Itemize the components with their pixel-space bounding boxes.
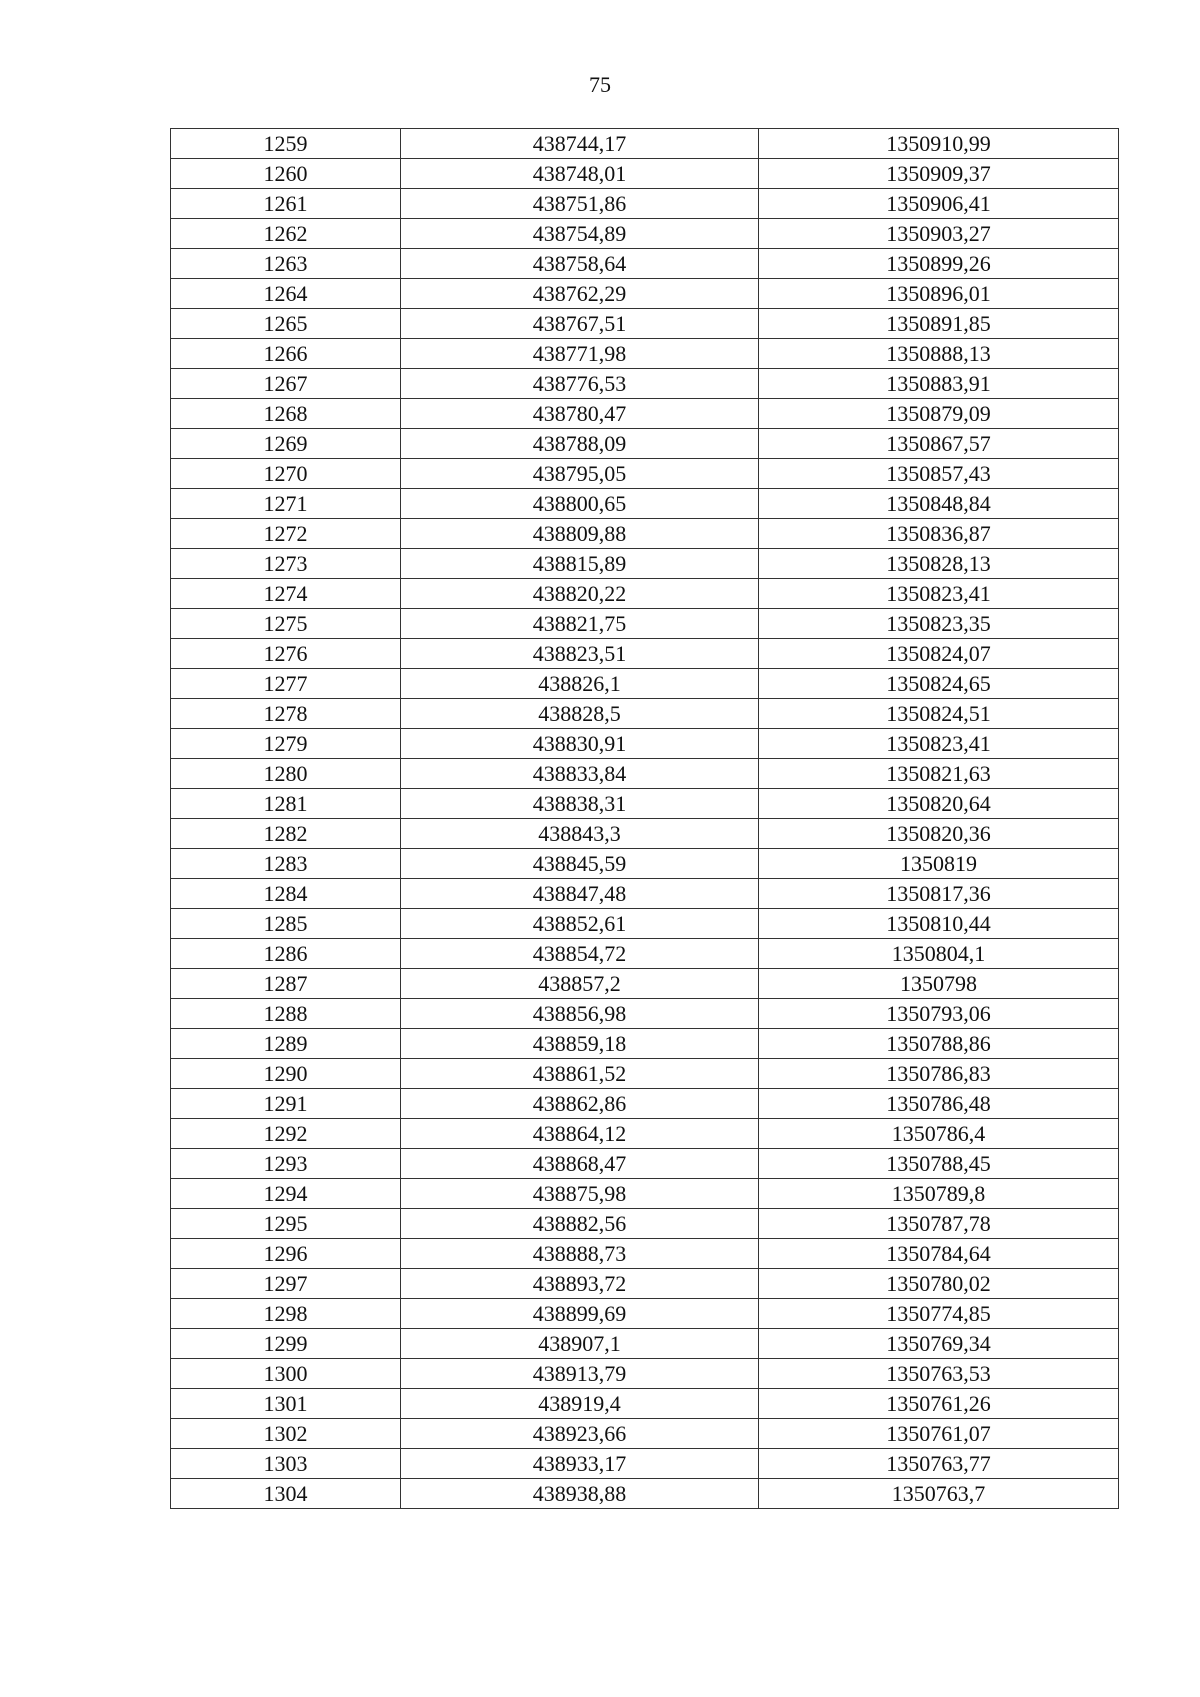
table-row xyxy=(171,969,1119,999)
table-row xyxy=(171,729,1119,759)
x-coordinate-cell: 438748,01 xyxy=(401,159,759,189)
point-number-cell: 1304 xyxy=(171,1479,401,1509)
x-coordinate-cell: 438838,31 xyxy=(401,789,759,819)
table-row xyxy=(171,1119,1119,1149)
y-coordinate-cell: 1350784,64 xyxy=(759,1239,1119,1269)
table-row xyxy=(171,699,1119,729)
y-coordinate-cell: 1350824,51 xyxy=(759,699,1119,729)
y-coordinate-cell: 1350879,09 xyxy=(759,399,1119,429)
x-coordinate-cell: 438795,05 xyxy=(401,459,759,489)
x-coordinate-cell: 438780,47 xyxy=(401,399,759,429)
x-coordinate-cell: 438907,1 xyxy=(401,1329,759,1359)
table-row xyxy=(171,1149,1119,1179)
point-number-cell: 1268 xyxy=(171,399,401,429)
point-number-cell: 1295 xyxy=(171,1209,401,1239)
table-row xyxy=(171,549,1119,579)
y-coordinate-cell: 1350820,36 xyxy=(759,819,1119,849)
table-row xyxy=(171,789,1119,819)
point-number-cell: 1263 xyxy=(171,249,401,279)
coordinates-table xyxy=(170,128,1119,1509)
point-number-cell: 1266 xyxy=(171,339,401,369)
point-number-cell: 1277 xyxy=(171,669,401,699)
table-row xyxy=(171,399,1119,429)
y-coordinate-cell: 1350857,43 xyxy=(759,459,1119,489)
y-coordinate-cell: 1350804,1 xyxy=(759,939,1119,969)
table-row xyxy=(171,429,1119,459)
y-coordinate-cell: 1350824,65 xyxy=(759,669,1119,699)
table-row xyxy=(171,1179,1119,1209)
table-row xyxy=(171,639,1119,669)
y-coordinate-cell: 1350896,01 xyxy=(759,279,1119,309)
point-number-cell: 1286 xyxy=(171,939,401,969)
y-coordinate-cell: 1350780,02 xyxy=(759,1269,1119,1299)
point-number-cell: 1288 xyxy=(171,999,401,1029)
point-number-cell: 1284 xyxy=(171,879,401,909)
table-row xyxy=(171,189,1119,219)
x-coordinate-cell: 438899,69 xyxy=(401,1299,759,1329)
y-coordinate-cell: 1350761,07 xyxy=(759,1419,1119,1449)
table-row xyxy=(171,879,1119,909)
x-coordinate-cell: 438852,61 xyxy=(401,909,759,939)
x-coordinate-cell: 438893,72 xyxy=(401,1269,759,1299)
x-coordinate-cell: 438826,1 xyxy=(401,669,759,699)
y-coordinate-cell: 1350761,26 xyxy=(759,1389,1119,1419)
x-coordinate-cell: 438809,88 xyxy=(401,519,759,549)
table-row xyxy=(171,219,1119,249)
y-coordinate-cell: 1350798 xyxy=(759,969,1119,999)
y-coordinate-cell: 1350786,48 xyxy=(759,1089,1119,1119)
x-coordinate-cell: 438859,18 xyxy=(401,1029,759,1059)
table-row xyxy=(171,279,1119,309)
point-number-cell: 1275 xyxy=(171,609,401,639)
x-coordinate-cell: 438767,51 xyxy=(401,309,759,339)
x-coordinate-cell: 438854,72 xyxy=(401,939,759,969)
point-number-cell: 1265 xyxy=(171,309,401,339)
x-coordinate-cell: 438744,17 xyxy=(401,129,759,159)
y-coordinate-cell: 1350883,91 xyxy=(759,369,1119,399)
coordinates-table-body xyxy=(171,129,1119,1509)
table-row xyxy=(171,159,1119,189)
point-number-cell: 1273 xyxy=(171,549,401,579)
point-number-cell: 1259 xyxy=(171,129,401,159)
point-number-cell: 1282 xyxy=(171,819,401,849)
x-coordinate-cell: 438862,86 xyxy=(401,1089,759,1119)
y-coordinate-cell: 1350788,45 xyxy=(759,1149,1119,1179)
y-coordinate-cell: 1350769,34 xyxy=(759,1329,1119,1359)
y-coordinate-cell: 1350867,57 xyxy=(759,429,1119,459)
x-coordinate-cell: 438845,59 xyxy=(401,849,759,879)
x-coordinate-cell: 438875,98 xyxy=(401,1179,759,1209)
page-number: 75 xyxy=(589,72,611,97)
x-coordinate-cell: 438800,65 xyxy=(401,489,759,519)
point-number-cell: 1301 xyxy=(171,1389,401,1419)
x-coordinate-cell: 438821,75 xyxy=(401,609,759,639)
table-row xyxy=(171,1269,1119,1299)
table-row xyxy=(171,309,1119,339)
table-row xyxy=(171,609,1119,639)
x-coordinate-cell: 438788,09 xyxy=(401,429,759,459)
table-row xyxy=(171,489,1119,519)
table-row xyxy=(171,1209,1119,1239)
x-coordinate-cell: 438847,48 xyxy=(401,879,759,909)
y-coordinate-cell: 1350793,06 xyxy=(759,999,1119,1029)
x-coordinate-cell: 438820,22 xyxy=(401,579,759,609)
x-coordinate-cell: 438923,66 xyxy=(401,1419,759,1449)
point-number-cell: 1276 xyxy=(171,639,401,669)
table-row xyxy=(171,1329,1119,1359)
table-row xyxy=(171,369,1119,399)
y-coordinate-cell: 1350909,37 xyxy=(759,159,1119,189)
x-coordinate-cell: 438843,3 xyxy=(401,819,759,849)
y-coordinate-cell: 1350810,44 xyxy=(759,909,1119,939)
point-number-cell: 1294 xyxy=(171,1179,401,1209)
point-number-cell: 1272 xyxy=(171,519,401,549)
x-coordinate-cell: 438856,98 xyxy=(401,999,759,1029)
point-number-cell: 1302 xyxy=(171,1419,401,1449)
point-number-cell: 1289 xyxy=(171,1029,401,1059)
table-row xyxy=(171,909,1119,939)
table-row xyxy=(171,849,1119,879)
y-coordinate-cell: 1350899,26 xyxy=(759,249,1119,279)
x-coordinate-cell: 438919,4 xyxy=(401,1389,759,1419)
y-coordinate-cell: 1350823,41 xyxy=(759,579,1119,609)
table-row xyxy=(171,1419,1119,1449)
x-coordinate-cell: 438823,51 xyxy=(401,639,759,669)
y-coordinate-cell: 1350828,13 xyxy=(759,549,1119,579)
x-coordinate-cell: 438815,89 xyxy=(401,549,759,579)
x-coordinate-cell: 438762,29 xyxy=(401,279,759,309)
y-coordinate-cell: 1350786,83 xyxy=(759,1059,1119,1089)
point-number-cell: 1293 xyxy=(171,1149,401,1179)
point-number-cell: 1303 xyxy=(171,1449,401,1479)
point-number-cell: 1280 xyxy=(171,759,401,789)
point-number-cell: 1283 xyxy=(171,849,401,879)
x-coordinate-cell: 438864,12 xyxy=(401,1119,759,1149)
table-row xyxy=(171,579,1119,609)
y-coordinate-cell: 1350903,27 xyxy=(759,219,1119,249)
y-coordinate-cell: 1350836,87 xyxy=(759,519,1119,549)
x-coordinate-cell: 438868,47 xyxy=(401,1149,759,1179)
y-coordinate-cell: 1350891,85 xyxy=(759,309,1119,339)
point-number-cell: 1297 xyxy=(171,1269,401,1299)
y-coordinate-cell: 1350763,7 xyxy=(759,1479,1119,1509)
table-row xyxy=(171,1449,1119,1479)
point-number-cell: 1287 xyxy=(171,969,401,999)
point-number-cell: 1274 xyxy=(171,579,401,609)
x-coordinate-cell: 438828,5 xyxy=(401,699,759,729)
y-coordinate-cell: 1350788,86 xyxy=(759,1029,1119,1059)
y-coordinate-cell: 1350906,41 xyxy=(759,189,1119,219)
y-coordinate-cell: 1350823,41 xyxy=(759,729,1119,759)
table-row xyxy=(171,939,1119,969)
point-number-cell: 1291 xyxy=(171,1089,401,1119)
table-row xyxy=(171,1299,1119,1329)
point-number-cell: 1261 xyxy=(171,189,401,219)
table-row xyxy=(171,1089,1119,1119)
x-coordinate-cell: 438754,89 xyxy=(401,219,759,249)
point-number-cell: 1300 xyxy=(171,1359,401,1389)
table-row xyxy=(171,249,1119,279)
y-coordinate-cell: 1350787,78 xyxy=(759,1209,1119,1239)
point-number-cell: 1285 xyxy=(171,909,401,939)
x-coordinate-cell: 438776,53 xyxy=(401,369,759,399)
table-row xyxy=(171,339,1119,369)
point-number-cell: 1299 xyxy=(171,1329,401,1359)
y-coordinate-cell: 1350821,63 xyxy=(759,759,1119,789)
point-number-cell: 1262 xyxy=(171,219,401,249)
x-coordinate-cell: 438938,88 xyxy=(401,1479,759,1509)
y-coordinate-cell: 1350820,64 xyxy=(759,789,1119,819)
table-row xyxy=(171,1239,1119,1269)
y-coordinate-cell: 1350910,99 xyxy=(759,129,1119,159)
point-number-cell: 1267 xyxy=(171,369,401,399)
y-coordinate-cell: 1350789,8 xyxy=(759,1179,1119,1209)
table-row xyxy=(171,1029,1119,1059)
table-row xyxy=(171,459,1119,489)
y-coordinate-cell: 1350888,13 xyxy=(759,339,1119,369)
table-row xyxy=(171,1359,1119,1389)
y-coordinate-cell: 1350824,07 xyxy=(759,639,1119,669)
table-row xyxy=(171,1059,1119,1089)
point-number-cell: 1279 xyxy=(171,729,401,759)
x-coordinate-cell: 438861,52 xyxy=(401,1059,759,1089)
x-coordinate-cell: 438771,98 xyxy=(401,339,759,369)
point-number-cell: 1271 xyxy=(171,489,401,519)
table-row xyxy=(171,819,1119,849)
y-coordinate-cell: 1350817,36 xyxy=(759,879,1119,909)
point-number-cell: 1260 xyxy=(171,159,401,189)
x-coordinate-cell: 438830,91 xyxy=(401,729,759,759)
x-coordinate-cell: 438933,17 xyxy=(401,1449,759,1479)
table-row xyxy=(171,759,1119,789)
y-coordinate-cell: 1350819 xyxy=(759,849,1119,879)
x-coordinate-cell: 438913,79 xyxy=(401,1359,759,1389)
y-coordinate-cell: 1350823,35 xyxy=(759,609,1119,639)
table-row xyxy=(171,999,1119,1029)
point-number-cell: 1290 xyxy=(171,1059,401,1089)
y-coordinate-cell: 1350774,85 xyxy=(759,1299,1119,1329)
y-coordinate-cell: 1350763,77 xyxy=(759,1449,1119,1479)
point-number-cell: 1269 xyxy=(171,429,401,459)
x-coordinate-cell: 438857,2 xyxy=(401,969,759,999)
x-coordinate-cell: 438833,84 xyxy=(401,759,759,789)
y-coordinate-cell: 1350763,53 xyxy=(759,1359,1119,1389)
table-row xyxy=(171,1479,1119,1509)
y-coordinate-cell: 1350848,84 xyxy=(759,489,1119,519)
table-row xyxy=(171,669,1119,699)
table-row xyxy=(171,519,1119,549)
y-coordinate-cell: 1350786,4 xyxy=(759,1119,1119,1149)
table-row xyxy=(171,129,1119,159)
x-coordinate-cell: 438882,56 xyxy=(401,1209,759,1239)
x-coordinate-cell: 438751,86 xyxy=(401,189,759,219)
point-number-cell: 1281 xyxy=(171,789,401,819)
point-number-cell: 1264 xyxy=(171,279,401,309)
point-number-cell: 1270 xyxy=(171,459,401,489)
x-coordinate-cell: 438758,64 xyxy=(401,249,759,279)
table-row xyxy=(171,1389,1119,1419)
point-number-cell: 1298 xyxy=(171,1299,401,1329)
point-number-cell: 1292 xyxy=(171,1119,401,1149)
x-coordinate-cell: 438888,73 xyxy=(401,1239,759,1269)
point-number-cell: 1296 xyxy=(171,1239,401,1269)
point-number-cell: 1278 xyxy=(171,699,401,729)
